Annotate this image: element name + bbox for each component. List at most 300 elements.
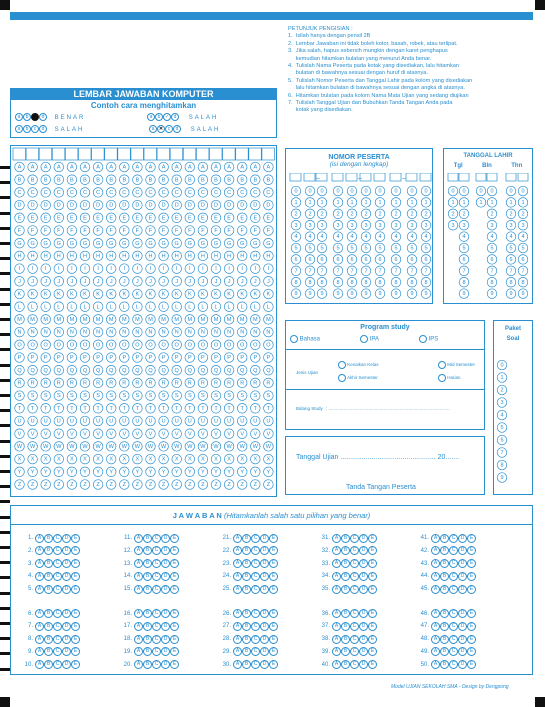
letter-bubble[interactable] xyxy=(93,442,103,452)
letter-bubble[interactable] xyxy=(159,226,169,236)
letter-bubble[interactable] xyxy=(159,188,169,198)
letter-bubble[interactable] xyxy=(224,226,234,236)
letter-bubble[interactable] xyxy=(120,251,130,261)
answer-option[interactable]: D xyxy=(260,546,269,555)
answer-option[interactable]: D xyxy=(359,572,368,581)
digit-bubble[interactable] xyxy=(291,209,301,219)
letter-bubble[interactable] xyxy=(133,416,143,426)
letter-bubble[interactable] xyxy=(41,188,51,198)
letter-bubble[interactable] xyxy=(251,327,261,337)
letter-bubble[interactable] xyxy=(211,188,221,198)
letter-bubble[interactable] xyxy=(106,175,116,185)
letter-bubble[interactable] xyxy=(28,454,38,464)
letter-bubble[interactable] xyxy=(146,429,156,439)
letter-bubble[interactable] xyxy=(15,162,25,172)
answer-option[interactable]: E xyxy=(71,546,80,555)
write-box[interactable] xyxy=(459,173,469,181)
letter-bubble[interactable] xyxy=(106,327,116,337)
answer-option[interactable]: D xyxy=(458,647,467,656)
paket-bubble[interactable] xyxy=(497,473,507,483)
letter-bubble[interactable] xyxy=(146,277,156,287)
digit-bubble[interactable] xyxy=(506,255,516,265)
answer-option[interactable]: A xyxy=(134,660,143,669)
write-box[interactable] xyxy=(236,148,249,160)
letter-bubble[interactable] xyxy=(185,175,195,185)
answer-option[interactable]: B xyxy=(242,585,251,594)
letter-bubble[interactable] xyxy=(159,416,169,426)
answer-option[interactable]: C xyxy=(251,559,260,568)
answer-option[interactable]: A xyxy=(134,546,143,555)
write-box[interactable] xyxy=(249,148,261,160)
jenis-akhir[interactable]: Akhir Semester xyxy=(338,375,378,380)
letter-bubble[interactable] xyxy=(41,213,51,223)
letter-bubble[interactable] xyxy=(146,162,156,172)
letter-bubble[interactable] xyxy=(211,302,221,312)
answer-option[interactable]: D xyxy=(359,559,368,568)
letter-bubble[interactable] xyxy=(185,188,195,198)
letter-bubble[interactable] xyxy=(251,340,261,350)
digit-bubble[interactable] xyxy=(506,277,516,287)
letter-bubble[interactable] xyxy=(54,442,64,452)
digit-bubble[interactable] xyxy=(347,220,357,230)
write-box[interactable] xyxy=(346,173,357,181)
letter-bubble[interactable] xyxy=(264,251,274,261)
answer-option[interactable]: A xyxy=(134,585,143,594)
letter-bubble[interactable] xyxy=(251,277,261,287)
answer-option[interactable]: C xyxy=(53,546,62,555)
letter-bubble[interactable] xyxy=(172,480,182,490)
letter-bubble[interactable] xyxy=(106,365,116,375)
letter-bubble[interactable] xyxy=(198,467,208,477)
letter-bubble[interactable] xyxy=(264,378,274,388)
letter-bubble[interactable] xyxy=(54,353,64,363)
letter-bubble[interactable] xyxy=(93,277,103,287)
letter-bubble[interactable] xyxy=(159,315,169,325)
letter-bubble[interactable] xyxy=(237,213,247,223)
answer-option[interactable]: E xyxy=(71,572,80,581)
letter-bubble[interactable] xyxy=(237,391,247,401)
write-box[interactable] xyxy=(13,148,26,160)
letter-bubble[interactable] xyxy=(15,175,25,185)
letter-bubble[interactable] xyxy=(67,302,77,312)
answer-option[interactable]: B xyxy=(44,559,53,568)
digit-bubble[interactable] xyxy=(333,220,343,230)
letter-bubble[interactable] xyxy=(146,327,156,337)
digit-bubble[interactable] xyxy=(291,243,301,253)
answer-option[interactable]: A xyxy=(332,609,341,618)
letter-bubble[interactable] xyxy=(106,480,116,490)
letter-bubble[interactable] xyxy=(172,188,182,198)
digit-bubble[interactable] xyxy=(459,220,469,230)
answer-option[interactable]: B xyxy=(341,572,350,581)
letter-bubble[interactable] xyxy=(54,378,64,388)
letter-bubble[interactable] xyxy=(264,404,274,414)
answer-option[interactable]: A xyxy=(431,559,440,568)
digit-bubble[interactable] xyxy=(421,220,431,230)
digit-bubble[interactable] xyxy=(333,289,343,299)
digit-bubble[interactable] xyxy=(361,289,371,299)
digit-bubble[interactable] xyxy=(391,255,401,265)
digit-bubble[interactable] xyxy=(317,277,327,287)
digit-bubble[interactable] xyxy=(506,198,516,208)
paket-bubble[interactable] xyxy=(497,385,507,395)
paket-bubble[interactable] xyxy=(497,360,507,370)
digit-bubble[interactable] xyxy=(518,243,528,253)
answer-option[interactable]: B xyxy=(44,609,53,618)
digit-bubble[interactable] xyxy=(291,277,301,287)
write-box[interactable] xyxy=(118,148,131,160)
letter-bubble[interactable] xyxy=(67,238,77,248)
answer-option[interactable]: C xyxy=(449,572,458,581)
answer-option[interactable]: D xyxy=(458,609,467,618)
letter-bubble[interactable] xyxy=(67,416,77,426)
answer-option[interactable]: D xyxy=(62,622,71,631)
answer-option[interactable]: A xyxy=(134,635,143,644)
digit-bubble[interactable] xyxy=(518,209,528,219)
letter-bubble[interactable] xyxy=(67,315,77,325)
answer-option[interactable]: B xyxy=(143,609,152,618)
answer-option[interactable]: A xyxy=(233,622,242,631)
answer-option[interactable]: C xyxy=(251,660,260,669)
letter-bubble[interactable] xyxy=(41,480,51,490)
letter-bubble[interactable] xyxy=(159,340,169,350)
letter-bubble[interactable] xyxy=(146,289,156,299)
letter-bubble[interactable] xyxy=(198,391,208,401)
digit-bubble[interactable] xyxy=(347,209,357,219)
letter-bubble[interactable] xyxy=(237,340,247,350)
digit-bubble[interactable] xyxy=(518,220,528,230)
letter-bubble[interactable] xyxy=(146,416,156,426)
letter-bubble[interactable] xyxy=(120,226,130,236)
letter-bubble[interactable] xyxy=(15,378,25,388)
digit-bubble[interactable] xyxy=(391,243,401,253)
write-box[interactable] xyxy=(506,173,516,181)
letter-bubble[interactable] xyxy=(264,175,274,185)
letter-bubble[interactable] xyxy=(211,365,221,375)
answer-option[interactable]: E xyxy=(170,609,179,618)
answer-option[interactable]: D xyxy=(260,572,269,581)
answer-option[interactable]: B xyxy=(341,635,350,644)
digit-bubble[interactable] xyxy=(506,209,516,219)
digit-bubble[interactable] xyxy=(317,243,327,253)
letter-bubble[interactable] xyxy=(224,289,234,299)
answer-option[interactable]: C xyxy=(152,647,161,656)
digit-bubble[interactable] xyxy=(459,232,469,242)
letter-bubble[interactable] xyxy=(28,213,38,223)
paket-bubble[interactable] xyxy=(497,448,507,458)
letter-bubble[interactable] xyxy=(198,327,208,337)
letter-bubble[interactable] xyxy=(251,289,261,299)
letter-bubble[interactable] xyxy=(172,467,182,477)
answer-option[interactable]: E xyxy=(269,609,278,618)
letter-bubble[interactable] xyxy=(224,264,234,274)
letter-bubble[interactable] xyxy=(172,315,182,325)
letter-bubble[interactable] xyxy=(198,188,208,198)
letter-bubble[interactable] xyxy=(80,454,90,464)
letter-bubble[interactable] xyxy=(106,289,116,299)
answer-option[interactable]: B xyxy=(242,559,251,568)
digit-bubble[interactable] xyxy=(291,289,301,299)
digit-bubble[interactable] xyxy=(518,289,528,299)
letter-bubble[interactable] xyxy=(198,378,208,388)
letter-bubble[interactable] xyxy=(237,302,247,312)
answer-option[interactable]: E xyxy=(467,647,476,656)
digit-bubble[interactable] xyxy=(291,198,301,208)
digit-bubble[interactable] xyxy=(459,209,469,219)
letter-bubble[interactable] xyxy=(251,175,261,185)
letter-bubble[interactable] xyxy=(120,264,130,274)
write-box[interactable] xyxy=(131,148,144,160)
digit-bubble[interactable] xyxy=(347,186,357,196)
letter-bubble[interactable] xyxy=(251,404,261,414)
digit-bubble[interactable] xyxy=(506,266,516,276)
letter-bubble[interactable] xyxy=(172,162,182,172)
letter-bubble[interactable] xyxy=(93,416,103,426)
letter-bubble[interactable] xyxy=(133,238,143,248)
write-box[interactable] xyxy=(223,148,236,160)
digit-bubble[interactable] xyxy=(317,209,327,219)
digit-bubble[interactable] xyxy=(459,289,469,299)
letter-bubble[interactable] xyxy=(80,442,90,452)
answer-option[interactable]: A xyxy=(134,609,143,618)
letter-bubble[interactable] xyxy=(93,429,103,439)
letter-bubble[interactable] xyxy=(54,429,64,439)
letter-bubble[interactable] xyxy=(67,264,77,274)
letter-bubble[interactable] xyxy=(41,238,51,248)
letter-bubble[interactable] xyxy=(198,340,208,350)
letter-bubble[interactable] xyxy=(211,416,221,426)
answer-option[interactable]: C xyxy=(449,660,458,669)
digit-bubble[interactable] xyxy=(305,289,315,299)
answer-option[interactable]: D xyxy=(359,660,368,669)
letter-bubble[interactable] xyxy=(80,175,90,185)
answer-option[interactable]: A xyxy=(431,647,440,656)
answer-option[interactable]: A xyxy=(233,660,242,669)
answer-option[interactable]: A xyxy=(233,609,242,618)
digit-bubble[interactable] xyxy=(333,277,343,287)
answer-option[interactable]: A xyxy=(35,534,44,543)
letter-bubble[interactable] xyxy=(237,238,247,248)
letter-bubble[interactable] xyxy=(146,213,156,223)
letter-bubble[interactable] xyxy=(172,404,182,414)
answer-option[interactable]: D xyxy=(62,647,71,656)
letter-bubble[interactable] xyxy=(159,378,169,388)
letter-bubble[interactable] xyxy=(120,289,130,299)
letter-bubble[interactable] xyxy=(15,289,25,299)
letter-bubble[interactable] xyxy=(264,340,274,350)
answer-option[interactable]: A xyxy=(134,572,143,581)
letter-bubble[interactable] xyxy=(264,188,274,198)
letter-bubble[interactable] xyxy=(198,175,208,185)
letter-bubble[interactable] xyxy=(198,454,208,464)
digit-bubble[interactable] xyxy=(305,232,315,242)
digit-bubble[interactable] xyxy=(305,209,315,219)
answer-option[interactable]: A xyxy=(233,585,242,594)
digit-bubble[interactable] xyxy=(391,232,401,242)
answer-option[interactable]: C xyxy=(449,546,458,555)
write-box[interactable] xyxy=(304,173,315,181)
write-box[interactable] xyxy=(196,148,209,160)
letter-bubble[interactable] xyxy=(211,429,221,439)
digit-bubble[interactable] xyxy=(305,243,315,253)
answer-option[interactable]: D xyxy=(62,559,71,568)
letter-bubble[interactable] xyxy=(41,429,51,439)
letter-bubble[interactable] xyxy=(237,264,247,274)
answer-option[interactable]: B xyxy=(143,572,152,581)
answer-option[interactable]: D xyxy=(62,546,71,555)
write-box[interactable] xyxy=(105,148,118,160)
letter-bubble[interactable] xyxy=(251,251,261,261)
letter-bubble[interactable] xyxy=(211,226,221,236)
answer-option[interactable]: D xyxy=(458,585,467,594)
letter-bubble[interactable] xyxy=(133,213,143,223)
letter-bubble[interactable] xyxy=(172,327,182,337)
answer-option[interactable]: B xyxy=(143,635,152,644)
letter-bubble[interactable] xyxy=(172,416,182,426)
letter-bubble[interactable] xyxy=(198,353,208,363)
answer-option[interactable]: C xyxy=(152,572,161,581)
letter-bubble[interactable] xyxy=(67,467,77,477)
letter-bubble[interactable] xyxy=(80,327,90,337)
answer-option[interactable]: E xyxy=(269,534,278,543)
letter-bubble[interactable] xyxy=(133,315,143,325)
letter-bubble[interactable] xyxy=(264,302,274,312)
answer-option[interactable]: C xyxy=(449,559,458,568)
letter-bubble[interactable] xyxy=(28,416,38,426)
digit-bubble[interactable] xyxy=(407,198,417,208)
letter-bubble[interactable] xyxy=(67,429,77,439)
answer-option[interactable]: E xyxy=(368,647,377,656)
letter-bubble[interactable] xyxy=(251,391,261,401)
answer-option[interactable]: C xyxy=(449,609,458,618)
digit-bubble[interactable] xyxy=(448,198,458,208)
letter-bubble[interactable] xyxy=(120,480,130,490)
write-box[interactable] xyxy=(262,148,275,160)
letter-bubble[interactable] xyxy=(133,467,143,477)
digit-bubble[interactable] xyxy=(487,255,497,265)
digit-bubble[interactable] xyxy=(305,220,315,230)
letter-bubble[interactable] xyxy=(93,238,103,248)
answer-option[interactable]: C xyxy=(152,546,161,555)
letter-bubble[interactable] xyxy=(15,480,25,490)
letter-bubble[interactable] xyxy=(41,467,51,477)
letter-bubble[interactable] xyxy=(120,353,130,363)
letter-bubble[interactable] xyxy=(264,315,274,325)
letter-bubble[interactable] xyxy=(211,353,221,363)
answer-option[interactable]: E xyxy=(467,546,476,555)
letter-bubble[interactable] xyxy=(172,442,182,452)
letter-bubble[interactable] xyxy=(237,416,247,426)
letter-bubble[interactable] xyxy=(54,213,64,223)
answer-option[interactable]: D xyxy=(62,609,71,618)
letter-bubble[interactable] xyxy=(198,404,208,414)
letter-bubble[interactable] xyxy=(198,480,208,490)
letter-bubble[interactable] xyxy=(120,238,130,248)
letter-bubble[interactable] xyxy=(185,467,195,477)
letter-bubble[interactable] xyxy=(28,226,38,236)
letter-bubble[interactable] xyxy=(159,200,169,210)
letter-bubble[interactable] xyxy=(28,289,38,299)
answer-option[interactable]: E xyxy=(368,585,377,594)
letter-bubble[interactable] xyxy=(28,264,38,274)
answer-option[interactable]: C xyxy=(350,546,359,555)
letter-bubble[interactable] xyxy=(120,442,130,452)
digit-bubble[interactable] xyxy=(305,255,315,265)
answer-option[interactable]: D xyxy=(62,635,71,644)
answer-option[interactable]: E xyxy=(368,572,377,581)
letter-bubble[interactable] xyxy=(264,200,274,210)
letter-bubble[interactable] xyxy=(120,188,130,198)
letter-bubble[interactable] xyxy=(264,289,274,299)
answer-option[interactable]: C xyxy=(152,622,161,631)
letter-bubble[interactable] xyxy=(251,302,261,312)
letter-bubble[interactable] xyxy=(15,327,25,337)
letter-bubble[interactable] xyxy=(146,238,156,248)
letter-bubble[interactable] xyxy=(159,277,169,287)
answer-option[interactable]: D xyxy=(161,546,170,555)
digit-bubble[interactable] xyxy=(391,198,401,208)
letter-bubble[interactable] xyxy=(41,391,51,401)
letter-bubble[interactable] xyxy=(251,315,261,325)
letter-bubble[interactable] xyxy=(224,404,234,414)
letter-bubble[interactable] xyxy=(185,353,195,363)
answer-option[interactable]: D xyxy=(62,585,71,594)
digit-bubble[interactable] xyxy=(391,266,401,276)
letter-bubble[interactable] xyxy=(198,442,208,452)
answer-option[interactable]: A xyxy=(332,622,341,631)
answer-option[interactable]: E xyxy=(170,647,179,656)
letter-bubble[interactable] xyxy=(146,365,156,375)
digit-bubble[interactable] xyxy=(333,232,343,242)
letter-bubble[interactable] xyxy=(41,404,51,414)
letter-bubble[interactable] xyxy=(28,391,38,401)
digit-bubble[interactable] xyxy=(421,209,431,219)
letter-bubble[interactable] xyxy=(41,226,51,236)
letter-bubble[interactable] xyxy=(133,200,143,210)
answer-option[interactable]: E xyxy=(368,635,377,644)
answer-option[interactable]: D xyxy=(161,609,170,618)
letter-bubble[interactable] xyxy=(28,365,38,375)
letter-bubble[interactable] xyxy=(120,162,130,172)
letter-bubble[interactable] xyxy=(237,454,247,464)
letter-bubble[interactable] xyxy=(15,340,25,350)
answer-option[interactable]: C xyxy=(251,622,260,631)
answer-option[interactable]: D xyxy=(458,635,467,644)
digit-bubble[interactable] xyxy=(506,220,516,230)
paket-bubble[interactable] xyxy=(497,423,507,433)
answer-option[interactable]: B xyxy=(44,546,53,555)
letter-bubble[interactable] xyxy=(251,200,261,210)
letter-bubble[interactable] xyxy=(146,188,156,198)
letter-bubble[interactable] xyxy=(211,200,221,210)
letter-bubble[interactable] xyxy=(185,404,195,414)
letter-bubble[interactable] xyxy=(67,162,77,172)
letter-bubble[interactable] xyxy=(106,442,116,452)
letter-bubble[interactable] xyxy=(159,175,169,185)
letter-bubble[interactable] xyxy=(28,404,38,414)
letter-bubble[interactable] xyxy=(120,378,130,388)
letter-bubble[interactable] xyxy=(224,467,234,477)
letter-bubble[interactable] xyxy=(15,213,25,223)
letter-bubble[interactable] xyxy=(237,480,247,490)
answer-option[interactable]: D xyxy=(161,572,170,581)
answer-option[interactable]: A xyxy=(35,660,44,669)
answer-option[interactable]: E xyxy=(269,546,278,555)
digit-bubble[interactable] xyxy=(421,266,431,276)
answer-option[interactable]: D xyxy=(161,635,170,644)
letter-bubble[interactable] xyxy=(15,391,25,401)
answer-option[interactable]: C xyxy=(350,585,359,594)
